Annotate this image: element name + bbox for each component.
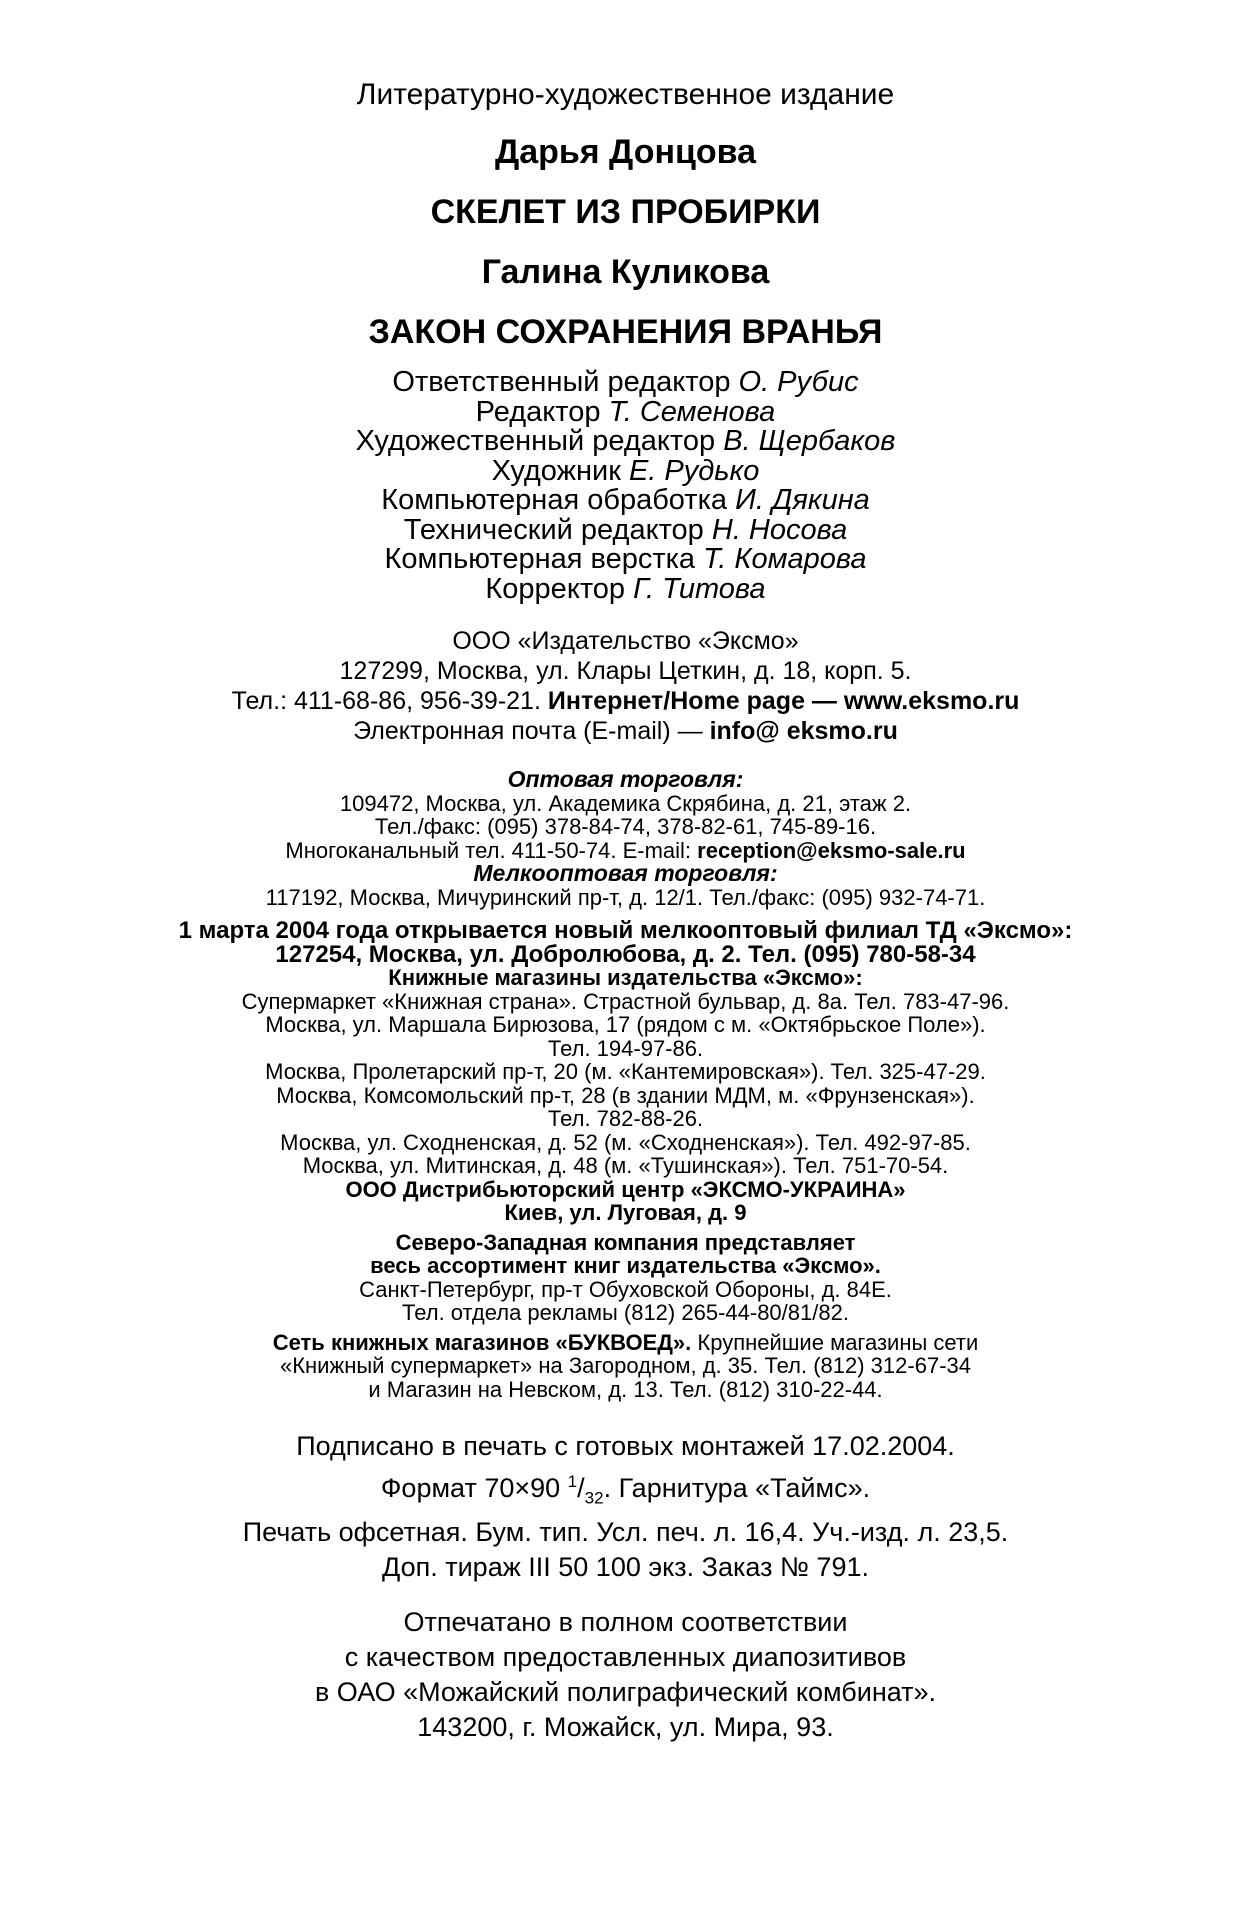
store-line: Москва, ул. Митинская, д. 48 (м. «Тушинская»). Тел. 751-70-54. (302, 1153, 949, 1178)
publisher-website: Интернет/Home page — www.eksmo.ru (547, 687, 1020, 715)
news-address: 127254, Москва, ул. Добролюбова, д. 2. Тел. (095) 780-58-34 (275, 940, 976, 968)
wholesale-address: 109472, Москва, ул. Академика Скрябина, д. 21, этаж 2. (339, 790, 912, 816)
stores-block (0, 919, 1251, 1401)
bukvoed-line2: «Книжный супермаркет» на Загородном, д. 35. Тел. (812) 312-67-34 (279, 1353, 971, 1378)
bukvoed-line3: и Магазин на Невском, д. 13. Тел. (812) 310-22-44. (368, 1376, 883, 1402)
print-format: Формат 70×90 $^1/_{32}$. Гарнитура «Таймс». (380, 1472, 871, 1508)
northwest-phone: Тел. отдела рекламы (812) 265-44-80/81/82. (402, 1300, 849, 1325)
store-line: Тел. 782-88-26. (547, 1106, 704, 1131)
northwest-address: Санкт-Петербург, пр-т Обуховской Обороны, д. 84Е. (359, 1276, 892, 1302)
credit-line: Ответственный редактор О. Рубис (392, 366, 859, 398)
ukraine-address: Киев, ул. Луговая, д. 9 (504, 1200, 747, 1225)
book2-author: Галина Куликова (481, 253, 770, 291)
printer-block (0, 1605, 1251, 1745)
small-wholesale-heading: Мелкооптовая торговля: (473, 860, 778, 886)
stores-heading: Книжные магазины издательства «Эксмо»: (388, 965, 863, 990)
credit-line: Компьютерная обработка И. Дякина (381, 484, 870, 516)
format-denominator: 32 (584, 1488, 604, 1508)
northwest-line1: Северо-Западная компания представляет (395, 1229, 856, 1255)
printer-line2: с качеством предоставленных диапозитивов (344, 1642, 907, 1673)
print-run: Доп. тираж III 50 100 экз. Заказ № 791. (382, 1552, 869, 1583)
print-details-block (0, 1429, 1251, 1585)
credit-line: Редактор Т. Семенова (475, 395, 776, 428)
credit-line: Художественный редактор В. Щербаков (355, 425, 896, 457)
printer-line3: в ОАО «Можайский полиграфический комбинат». (314, 1677, 937, 1708)
genre-label: Литературно-художественное издание (356, 78, 895, 111)
credits-block (0, 368, 1251, 604)
book2-title: ЗАКОН СОХРАНЕНИЯ ВРАНЬЯ (368, 313, 883, 351)
credit-line: Технический редактор Н. Носова (403, 513, 848, 546)
bukvoed-name: Сеть книжных магазинов «БУКВОЕД». (272, 1329, 692, 1355)
credit-line: Художник Е. Рудько (491, 454, 760, 487)
small-wholesale-address: 117192, Москва, Мичуринский пр-т, д. 12/1. Тел./факс: (095) 932-74-71. (265, 884, 986, 910)
ukraine-name: ООО Дистрибьюторский центр «ЭКСМО-УКРАИНА» (345, 1176, 906, 1202)
credit-line: Компьютерная верстка Т. Комарова (384, 543, 867, 575)
format-numerator: 1 (567, 1472, 578, 1491)
store-line: Супермаркет «Книжная страна». Страстной бульвар, д. 8а. Тел. 783-47-96. (241, 988, 1010, 1014)
imprint-page (0, 76, 1251, 1922)
printer-address: 143200, г. Можайск, ул. Мира, 93. (417, 1712, 834, 1743)
publisher-email-line: Электронная почта (E-mail) — info@ eksmo.ru (353, 717, 898, 745)
print-signed: Подписано в печать с готовых монтажей 17.02.2004. (296, 1431, 955, 1461)
store-line: Москва, Комсомольский пр-т, 28 (в здании МДМ, м. «Фрунзенская»). (276, 1082, 975, 1108)
wholesale-phones: Тел./факс: (095) 378-84-74, 378-82-61, 745-89-16. (374, 814, 877, 839)
publisher-name: ООО «Издательство «Эксмо» (452, 627, 799, 655)
publisher-email: info@ eksmo.ru (709, 717, 898, 745)
news-line: 1 марта 2004 года открывается новый мелкооптовый филиал ТД «Эксмо»: (178, 917, 1073, 944)
bukvoed-line1: Сеть книжных магазинов «БУКВОЕД». Крупнейшие магазины сети (272, 1329, 979, 1355)
store-line: Москва, ул. Сходненская, д. 52 (м. «Сходненская»). Тел. 492-97-85. (280, 1129, 971, 1155)
book1-title: СКЕЛЕТ ИЗ ПРОБИРКИ (430, 193, 821, 231)
wholesale-heading: Оптовая торговля: (507, 766, 744, 792)
print-specs: Печать офсетная. Бум. тип. Усл. печ. л. 16,4. Уч.-изд. л. 23,5. (242, 1517, 1009, 1548)
store-line: Москва, ул. Маршала Бирюзова, 17 (рядом с м. «Октябрьское Поле»). (265, 1012, 986, 1037)
publisher-block (0, 626, 1251, 746)
publisher-address: 127299, Москва, ул. Клары Цеткин, д. 18, корп. 5. (339, 657, 912, 685)
credit-line: Корректор Г. Титова (485, 572, 766, 605)
wholesale-email: reception@eksmo-sale.ru (697, 837, 966, 863)
northwest-line2: весь ассортимент книг издательства «Эксмо». (370, 1253, 881, 1278)
publisher-contacts: Тел.: 411-68-86, 956-39-21. Интернет/Home page — www.eksmo.ru (231, 687, 1020, 715)
wholesale-block (0, 768, 1251, 909)
printer-line1: Отпечатано в полном соответствии (403, 1607, 848, 1638)
store-line: Москва, Пролетарский пр-т, 20 (м. «Кантемировская»). Тел. 325-47-29. (265, 1059, 986, 1084)
book1-author: Дарья Донцова (494, 133, 757, 171)
store-line: Тел. 194-97-86. (547, 1035, 704, 1061)
wholesale-contacts: Многоканальный тел. 411-50-74. E-mail: reception@eksmo-sale.ru (285, 837, 966, 863)
